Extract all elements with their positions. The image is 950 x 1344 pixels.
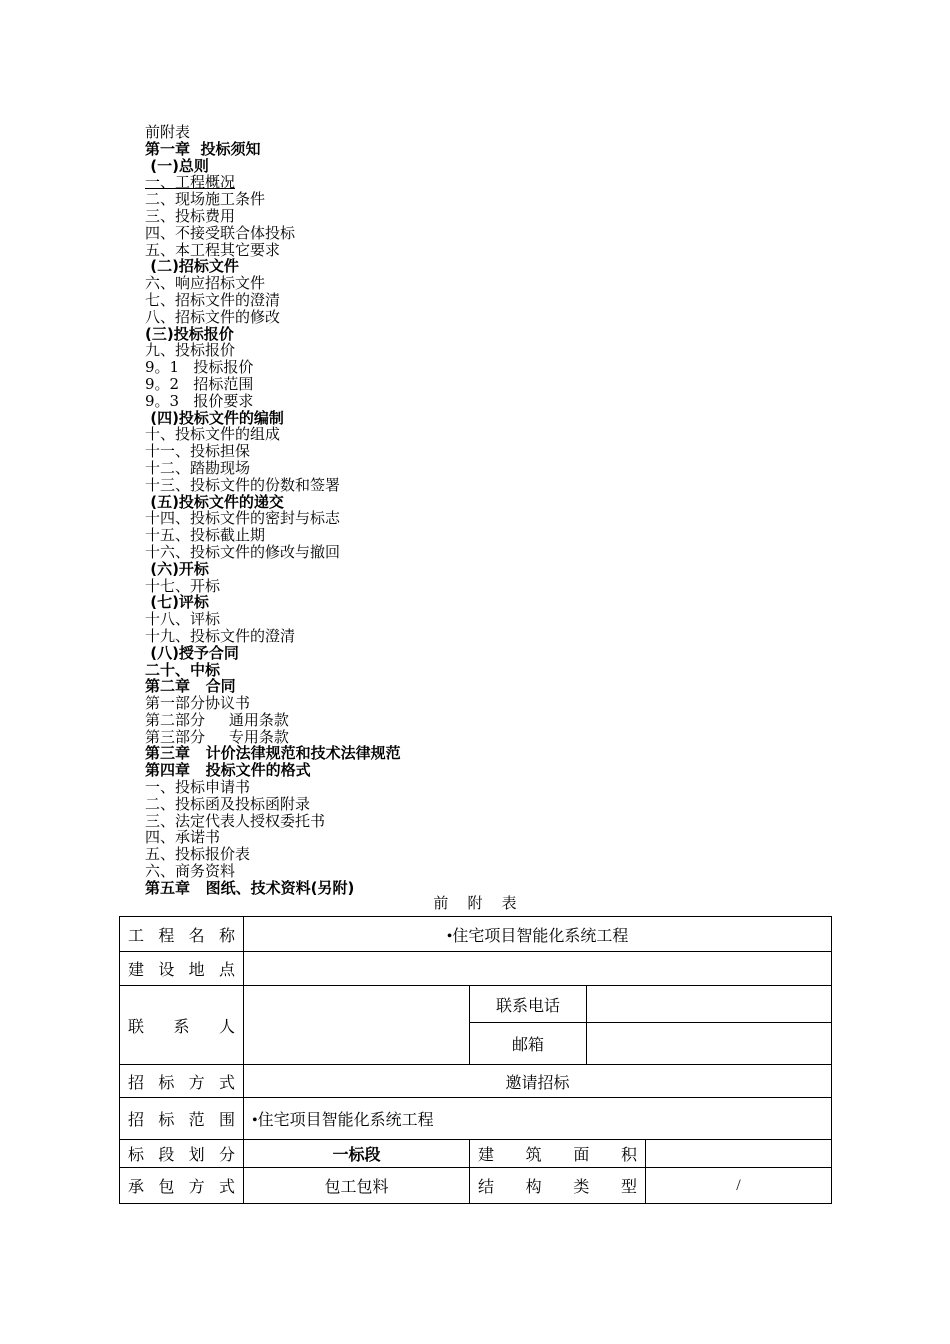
appendix-table (119, 916, 832, 1204)
toc-item: (二)招标文件 (145, 257, 239, 276)
label-char: 式 (218, 1074, 235, 1092)
table-title: 前 附 表 (433, 894, 517, 912)
toc-item: 9。2 招标范围 (145, 374, 254, 393)
label-char: 式 (218, 1179, 235, 1196)
scope-value: •住宅项目智能化系统工程 (244, 1098, 832, 1140)
label-chars (128, 1142, 235, 1165)
label-char: 划 (188, 1147, 205, 1164)
project-name-value: •住宅项目智能化系统工程 (244, 917, 832, 952)
toc-item: 第一章 投标须知 (145, 139, 261, 158)
section-value: 一标段 (244, 1140, 470, 1168)
structure-label (470, 1168, 646, 1204)
label-char: 型 (620, 1179, 637, 1196)
phone-value (587, 986, 832, 1023)
toc-item: (三)投标报价 (145, 324, 234, 343)
label-char: 方 (188, 1179, 205, 1196)
toc-item: 三、法定代表人授权委托书 (145, 811, 326, 830)
table-of-contents (145, 124, 785, 897)
label-char: 类 (573, 1179, 590, 1196)
toc-item: 9。3 报价要求 (145, 391, 254, 410)
label-char: 名 (188, 927, 205, 945)
email-label: 邮箱 (470, 1023, 587, 1065)
scope-label (120, 1098, 244, 1140)
label-char: 筑 (525, 1147, 542, 1164)
toc-item: 四、承诺书 (145, 828, 221, 847)
label-char: 人 (218, 1018, 235, 1036)
label-char: 建 (478, 1147, 495, 1164)
label-char: 结 (478, 1179, 495, 1196)
toc-item: (八)授予合同 (145, 643, 239, 662)
toc-item: 七、招标文件的澄清 (145, 290, 281, 309)
label-chars (128, 1014, 235, 1037)
method-label (120, 1065, 244, 1098)
label-char: 招 (128, 1074, 145, 1092)
toc-item: 九、投标报价 (145, 341, 236, 360)
toc-item: (一)总则 (145, 156, 209, 175)
toc-item: 第二部分 通用条款 (145, 710, 289, 729)
toc-item: 三、投标费用 (145, 206, 236, 225)
toc-item: 第二章 合同 (145, 677, 236, 696)
toc-item: 十五、投标截止期 (145, 526, 266, 545)
toc-item: 八、招标文件的修改 (145, 307, 281, 326)
label-char: 程 (158, 927, 175, 945)
method-value: 邀请招标 (244, 1065, 832, 1098)
label-chars (128, 1174, 235, 1197)
toc-item: 十一、投标担保 (145, 442, 251, 461)
toc-item: 二、现场施工条件 (145, 190, 266, 209)
table-row (120, 1065, 832, 1098)
section-label (120, 1140, 244, 1168)
toc-item: 一、投标申请书 (145, 778, 251, 797)
project-name-label (120, 917, 244, 952)
label-char: 设 (158, 962, 175, 979)
toc-item: (四)投标文件的编制 (145, 408, 284, 427)
label-char: 点 (218, 962, 235, 979)
label-char: 分 (218, 1147, 235, 1164)
label-char: 招 (128, 1112, 145, 1129)
label-char: 标 (158, 1112, 175, 1129)
label-char: 承 (128, 1179, 145, 1196)
table-row (120, 1098, 832, 1140)
label-char: 包 (158, 1179, 175, 1196)
toc-item: 十二、踏勘现场 (145, 458, 251, 477)
label-char: 系 (173, 1018, 190, 1036)
toc-item: 五、投标报价表 (145, 845, 251, 864)
label-chars (128, 957, 235, 980)
toc-item: 五、本工程其它要求 (145, 240, 281, 259)
toc-item: 二十、中标 (145, 660, 221, 679)
contact-label (120, 986, 244, 1065)
label-char: 标 (128, 1147, 145, 1164)
toc-item: 第三章 计价法律规范和技术法律规范 (145, 744, 401, 763)
label-char: 面 (573, 1147, 590, 1164)
toc-item: 十四、投标文件的密封与标志 (145, 509, 341, 528)
label-char: 标 (158, 1074, 175, 1092)
location-label (120, 952, 244, 986)
toc-item: 一、工程概况 (145, 173, 236, 192)
toc-item: 六、商务资料 (145, 862, 236, 881)
phone-label: 联系电话 (470, 986, 587, 1023)
table-row (120, 1140, 832, 1168)
toc-item: 十七、开标 (145, 576, 221, 595)
toc-item: 十、投标文件的组成 (145, 425, 281, 444)
toc-item: 第四章 投标文件的格式 (145, 761, 311, 780)
label-chars (478, 1142, 637, 1165)
table-row (120, 952, 832, 986)
area-label (470, 1140, 646, 1168)
label-char: 称 (218, 927, 235, 945)
table-row (120, 917, 832, 952)
toc-item: 第一部分协议书 (145, 694, 251, 713)
label-char: 构 (525, 1179, 542, 1196)
toc-item: 第三部分 专用条款 (145, 727, 289, 746)
toc-item: 前附表 (145, 123, 191, 141)
contract-value: 包工包料 (244, 1168, 470, 1204)
structure-value: / (646, 1168, 832, 1204)
table-row (120, 1168, 832, 1204)
toc-item: 第五章 图纸、技术资料(另附) (145, 878, 355, 897)
toc-item: (七)评标 (145, 593, 209, 612)
label-char: 建 (128, 962, 145, 979)
label-char: 段 (158, 1147, 175, 1164)
label-chars (128, 923, 235, 946)
label-chars (128, 1107, 235, 1130)
email-value (587, 1023, 832, 1065)
toc-item: (六)开标 (145, 559, 209, 578)
label-chars (128, 1070, 235, 1093)
label-char: 方 (188, 1074, 205, 1092)
toc-item: 二、投标函及投标函附录 (145, 794, 311, 813)
toc-item: 十三、投标文件的份数和签署 (145, 475, 341, 494)
contract-label (120, 1168, 244, 1204)
toc-item: (五)投标文件的递交 (145, 492, 284, 511)
location-value (244, 952, 832, 986)
label-char: 积 (620, 1147, 637, 1164)
toc-item: 十六、投标文件的修改与撤回 (145, 542, 341, 561)
label-chars (478, 1174, 637, 1197)
label-char: 地 (188, 962, 205, 979)
label-char: 围 (218, 1112, 235, 1129)
label-char: 工 (128, 927, 145, 945)
toc-item: 六、响应招标文件 (145, 274, 266, 293)
toc-item: 四、不接受联合体投标 (145, 223, 296, 242)
area-value (646, 1140, 832, 1168)
contact-value (244, 986, 470, 1065)
toc-item: 十九、投标文件的澄清 (145, 626, 296, 645)
label-char: 范 (188, 1112, 205, 1129)
table-row (120, 986, 832, 1023)
toc-item: 十八、评标 (145, 610, 221, 629)
label-char: 联 (128, 1018, 145, 1036)
toc-item: 9。1 投标报价 (145, 358, 254, 377)
